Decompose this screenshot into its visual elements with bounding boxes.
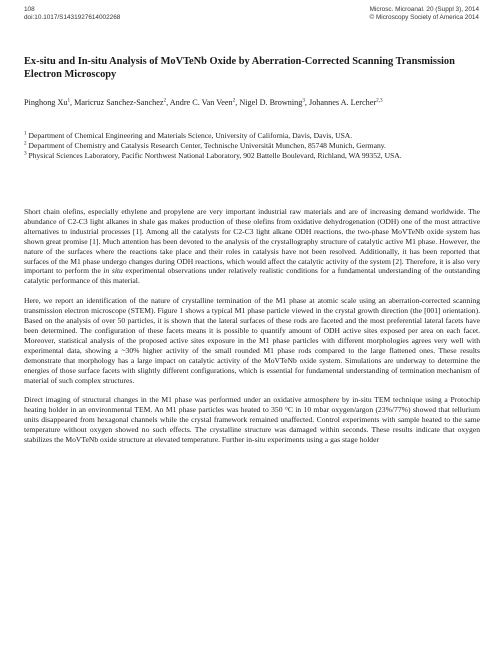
paragraph-stem-results: Here, we report an identification of the nature of crystalline termination of the M1 phase at atomic scale using an aberration-corrected scanning transmission electron microscope (STEM). Figure 1 shows a typical M1 phase particle viewed in the crystal growth direction (the [001] orientation). Based on the analysis of over 50 particles, it is shown that the lateral surfaces of these rods are faceted and the most preferential lateral facets have been determined. The configuration of these facets means it is possible to quantify amount of ODH active sites exposed per area on each facet. Moreover, statistical analysis of the proposed active sites exposure in the M1 phase particles with different morphologies agrees very well with experimental data, showing a ~30% higher activity of the small rounded M1 phase rods compared to the large flattened ones. These results demonstrate that morphology has a large impact on catalytic activity of the MoVTeNb oxide system. Simulations are underway to determine the energies of those surface facets with slightly different configurations, which is essential for fundamental understanding of termination mechanism of material of such complex structures.	[24, 296, 480, 385]
doi: doi:10.1017/S1431927614002268	[24, 14, 121, 21]
body-text	[24, 207, 480, 445]
affiliations	[24, 131, 480, 160]
journal-citation: Microsc. Microanal. 20 (Suppl 3), 2014	[369, 6, 479, 13]
affiliation-text: Department of Chemistry and Catalysis Research Center, Technische Universität Munchen, 85748 Munich, Germany.	[26, 140, 386, 150]
affiliation-marker: 3	[24, 150, 27, 157]
affiliation-text: Department of Chemical Engineering and Materials Science, University of California, Davis, Davis, USA.	[26, 131, 353, 140]
page-number: 108	[24, 6, 35, 13]
affiliation-3	[24, 151, 480, 161]
affiliation-2	[24, 141, 480, 151]
affiliation-marker: 2	[24, 140, 27, 147]
copyright-notice: © Microscopy Society of America 2014	[369, 14, 479, 21]
paragraph-intro: Short chain olefins, especially ethylene and propylene are very important industrial raw materials and are of increasing demand worldwide. The abundance of C2-C3 light alkanes in shale gas makes production of these olefins from oxidative dehydrogenation (ODH) one of the most attractive alternatives to industrial processes [1]. Among all the catalysts for C2-C3 light alkane ODH reactions, the two-phase MoVTeNb oxide system has shown great promise [1]. Much attention has been devoted to the analysis of the crystallography structure of catalytic active M1 phase. However, the nature of the surfaces where the reactions take place and their roles in catalysis have not been resolved. Additionally, it has been reported that surfaces of the M1 phase undergo changes during ODH reactions, which would affect the catalytic activity of the system [2]. Therefore, it is also very important to perform the in situ experimental observations under relatively realistic conditions for a fundamental understanding of the outstanding catalytic performance of this material.	[24, 207, 480, 286]
header-right	[370, 6, 480, 22]
author-list: Pinghong Xu$^1$, Maricruz Sanchez-Sanchez$^2$, Andre C. Van Veen$^2$, Nigel D. Browning$^3$, Johannes A. Lercher$^{2,3}$	[24, 97, 383, 107]
header-left	[24, 6, 120, 22]
affiliation-text: Physical Sciences Laboratory, Pacific Northwest National Laboratory, 902 Battelle Boulevard, Richland, WA 99352, USA.	[26, 150, 402, 160]
paragraph-in-situ: Direct imaging of structural changes in the M1 phase was performed under an oxidative atmosphere by in-situ TEM technique using a Protochip heating holder in an environmental TEM. An M1 phase particles was heated to 350 °C in 10 mbar oxygen/argon (23%/77%) showed that tellurium units disappeared from hexagonal channels while the crystal framework remained unaffected. Control experiments with sample heated to the same temperature without oxygen showed no such effects. The crystalline structure was damaged within seconds. These results indicate that oxygen stabilizes the MoVTeNb oxide structure at elevated temperature. Further in-situ experiments using a gas stage holder	[24, 395, 480, 445]
affiliation-marker: 1	[24, 130, 27, 137]
paper-title: Ex-situ and In-situ Analysis of MoVTeNb Oxide by Aberration-Corrected Scanning Transmission Electron Microscopy	[24, 56, 455, 80]
affiliation-1	[24, 131, 480, 141]
